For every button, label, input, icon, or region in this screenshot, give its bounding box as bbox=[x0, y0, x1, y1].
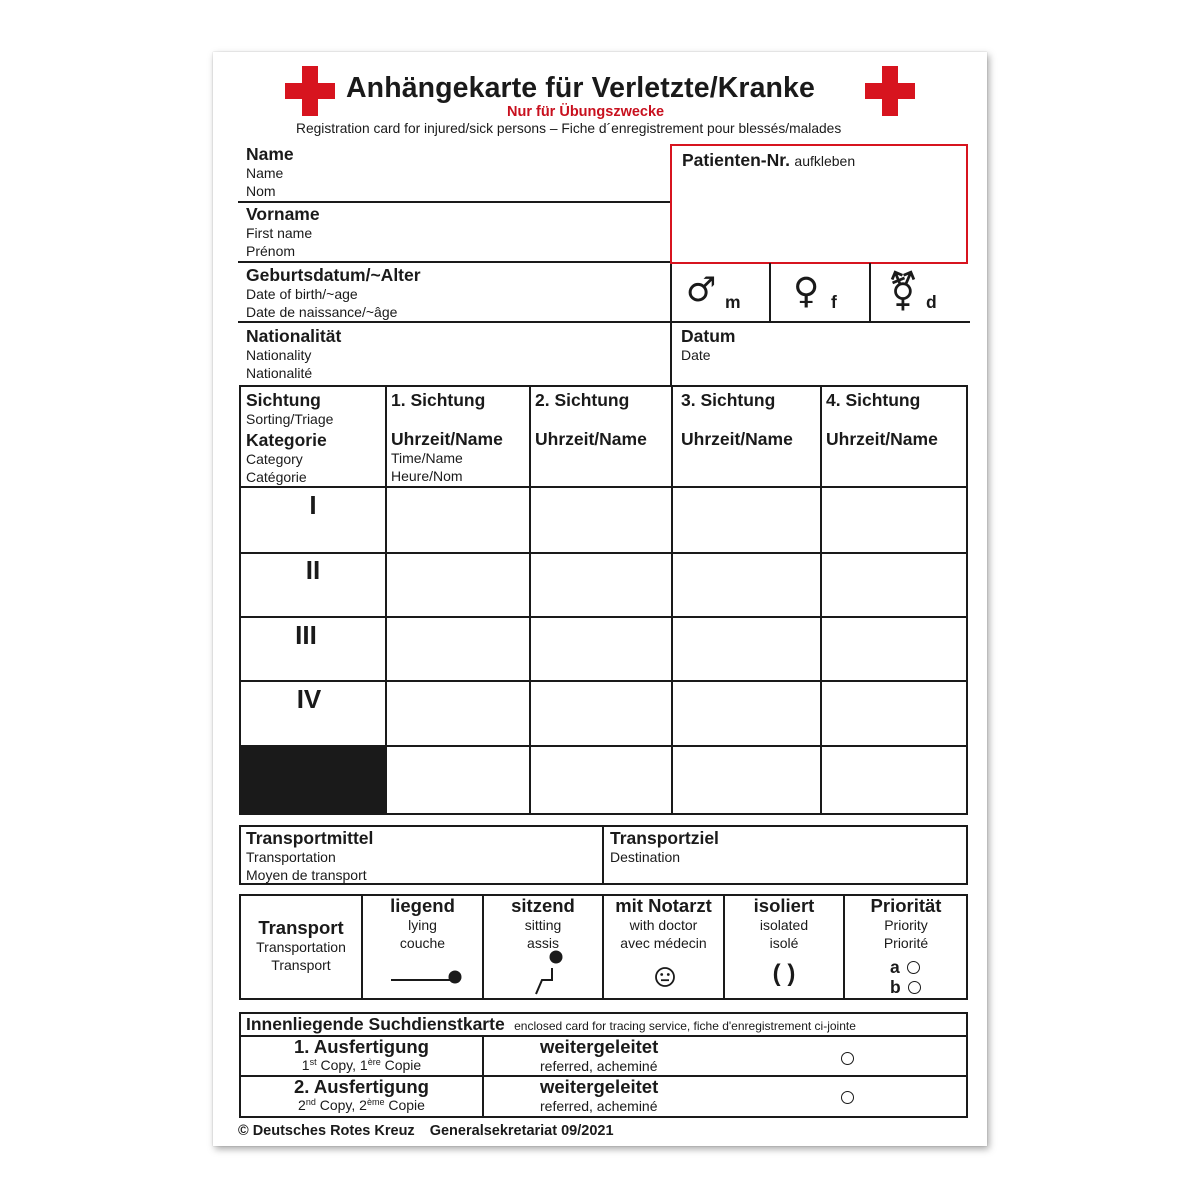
card-title: Anhängekarte für Verletzte/Kranke bbox=[346, 72, 815, 104]
transport-destination-label-en: Destination bbox=[610, 849, 681, 865]
transport-option-isolated[interactable] bbox=[725, 896, 843, 998]
isolated-label-fr: isolé bbox=[769, 935, 799, 951]
practice-notice: Nur für Übungszwecke bbox=[507, 104, 665, 120]
tracing-subtitle: enclosed card for tracing service, fiche d'enregistrement ci-jointe bbox=[514, 1019, 856, 1033]
birth-date-field[interactable] bbox=[246, 265, 666, 321]
sitting-label-en: sitting bbox=[524, 917, 562, 933]
tracing-header bbox=[246, 1014, 856, 1035]
copy-2-status-sub: referred, acheminé bbox=[540, 1098, 658, 1114]
birth-date-label-en: Date of birth/~age bbox=[246, 286, 358, 302]
triage-header-2 bbox=[535, 390, 647, 449]
transgender-symbol-icon: ⚧ bbox=[887, 269, 919, 313]
footer-office: Generalsekretariat 09/2021 bbox=[429, 1123, 614, 1139]
isolated-label: isoliert bbox=[753, 895, 815, 916]
sorting-label: Sichtung bbox=[246, 390, 321, 410]
copy-2-subtitle: 2nd Copy, 2ème Copie bbox=[298, 1097, 425, 1113]
category-I: I bbox=[309, 490, 317, 520]
transport-option-priority bbox=[845, 896, 967, 998]
copy-2-status bbox=[540, 1077, 658, 1115]
triage-4-sub: Uhrzeit/Name bbox=[826, 429, 938, 449]
triage-3-label: 3. Sichtung bbox=[681, 390, 776, 410]
triage-1-label: 1. Sichtung bbox=[391, 390, 486, 410]
gender-option-female[interactable] bbox=[771, 264, 867, 320]
triage-1-sub: Uhrzeit/Name bbox=[391, 429, 503, 449]
triage-cell[interactable] bbox=[673, 488, 820, 551]
patient-number-hint: aufkleben bbox=[794, 153, 856, 169]
triage-black-cell bbox=[240, 746, 386, 814]
copy-1-status-sub: referred, acheminé bbox=[540, 1058, 658, 1074]
doctor-label-en: with doctor bbox=[629, 917, 698, 933]
copy-2-title: 2. Ausfertigung bbox=[294, 1076, 429, 1097]
male-symbol-icon: ♂ bbox=[686, 270, 717, 310]
category-IV: IV bbox=[296, 684, 322, 714]
footer-copyright: © Deutsches Rotes Kreuz bbox=[238, 1123, 415, 1139]
triage-2-label: 2. Sichtung bbox=[535, 390, 630, 410]
gender-option-male[interactable] bbox=[672, 264, 768, 320]
doctor-face-icon bbox=[654, 966, 676, 988]
gender-option-diverse[interactable] bbox=[871, 264, 967, 320]
name-label-fr: Nom bbox=[246, 183, 276, 199]
transport-means-label-en: Transportation bbox=[246, 849, 336, 865]
doctor-label-fr: avec médecin bbox=[620, 935, 707, 951]
nationality-label-en: Nationality bbox=[246, 347, 312, 363]
birth-date-label-fr: Date de naissance/~âge bbox=[246, 304, 398, 320]
category-II: II bbox=[305, 555, 321, 585]
copy-1-status bbox=[540, 1037, 658, 1075]
female-symbol-icon: ♀ bbox=[793, 271, 820, 312]
sitting-patient-icon bbox=[528, 948, 568, 998]
triage-header-1 bbox=[391, 390, 503, 485]
triage-header-3 bbox=[681, 390, 793, 449]
lying-label: liegend bbox=[390, 895, 455, 916]
red-cross-right-icon bbox=[865, 66, 915, 116]
copy-1-title: 1. Ausfertigung bbox=[294, 1036, 429, 1057]
transport-option-doctor[interactable] bbox=[604, 896, 723, 998]
first-name-field[interactable] bbox=[246, 204, 666, 260]
isolation-brackets-icon: ( ) bbox=[772, 960, 796, 987]
isolated-label-en: isolated bbox=[759, 917, 809, 933]
patient-number-sticker-box[interactable] bbox=[670, 144, 968, 264]
copy-1-subtitle: 1st Copy, 1ère Copie bbox=[301, 1057, 422, 1073]
nationality-field[interactable] bbox=[246, 326, 666, 382]
transport-option-lying[interactable] bbox=[363, 896, 482, 998]
nationality-label: Nationalität bbox=[246, 326, 342, 346]
first-name-label-fr: Prénom bbox=[246, 243, 296, 259]
triage-cell[interactable] bbox=[822, 488, 967, 551]
priority-b-label: b bbox=[890, 977, 901, 997]
radio-circle-icon bbox=[907, 961, 920, 974]
doctor-label: mit Notarzt bbox=[615, 895, 712, 916]
lying-label-fr: couche bbox=[399, 935, 446, 951]
copy-2-status-label: weitergeleitet bbox=[540, 1076, 659, 1097]
name-field[interactable] bbox=[246, 144, 666, 200]
transport-destination-field[interactable] bbox=[610, 828, 960, 866]
category-label: Kategorie bbox=[246, 430, 327, 450]
transport-means-field[interactable] bbox=[246, 828, 596, 884]
triage-2-sub: Uhrzeit/Name bbox=[535, 429, 647, 449]
lying-label-en: lying bbox=[408, 917, 437, 933]
date-field[interactable] bbox=[681, 326, 961, 382]
red-cross-left-icon bbox=[285, 66, 335, 116]
gender-f-label: f bbox=[831, 292, 837, 312]
gender-m-label: m bbox=[725, 292, 741, 312]
birth-date-label: Geburtsdatum/~Alter bbox=[246, 265, 421, 285]
triage-cell[interactable] bbox=[531, 488, 671, 551]
transport-destination-label: Transportziel bbox=[610, 828, 719, 848]
first-name-label: Vorname bbox=[246, 204, 320, 224]
copy-1-status-label: weitergeleitet bbox=[540, 1036, 659, 1057]
tracing-title: Innenliegende Suchdienstkarte bbox=[246, 1014, 505, 1034]
sitting-label: sitzend bbox=[511, 895, 575, 916]
triage-4-label: 4. Sichtung bbox=[826, 390, 921, 410]
priority-a-label: a bbox=[890, 957, 900, 977]
copy-1-checkbox-circle[interactable] bbox=[841, 1052, 854, 1065]
name-label-en: Name bbox=[246, 165, 284, 181]
patient-number-label: Patienten-Nr. bbox=[682, 150, 790, 170]
category-label-fr: Catégorie bbox=[246, 469, 307, 485]
radio-circle-icon bbox=[908, 981, 921, 994]
triage-1-sub-fr: Heure/Nom bbox=[391, 468, 463, 484]
date-label-en: Date bbox=[681, 347, 711, 363]
copy-2-checkbox-circle[interactable] bbox=[841, 1091, 854, 1104]
transport-option-sitting[interactable] bbox=[484, 896, 602, 998]
footer bbox=[238, 1123, 614, 1139]
priority-label: Priorität bbox=[870, 895, 942, 916]
triage-3-sub: Uhrzeit/Name bbox=[681, 429, 793, 449]
category-label-en: Category bbox=[246, 451, 303, 467]
transport-means-label: Transportmittel bbox=[246, 828, 374, 848]
registration-subtitle: Registration card for injured/sick persons – Fiche d´enregistrement pour blessés/malades bbox=[296, 121, 842, 136]
first-name-label-en: First name bbox=[246, 225, 313, 241]
gender-d-label: d bbox=[926, 292, 937, 312]
transport-label-de: Transport bbox=[258, 917, 344, 938]
category-III: III bbox=[295, 620, 317, 650]
transport-label-en: Transportation bbox=[256, 939, 346, 955]
triage-cell[interactable] bbox=[387, 488, 529, 551]
triage-1-sub-en: Time/Name bbox=[391, 450, 463, 466]
transport-label-fr: Transport bbox=[271, 957, 331, 973]
copy-2-label bbox=[241, 1077, 482, 1113]
sitting-label-fr: assis bbox=[527, 935, 559, 951]
priority-label-fr: Priorité bbox=[883, 935, 929, 951]
sorting-label-en: Sorting/Triage bbox=[246, 411, 334, 427]
transport-means-label-fr: Moyen de transport bbox=[246, 867, 367, 883]
priority-a-option[interactable] bbox=[890, 957, 920, 978]
date-label: Datum bbox=[681, 326, 736, 346]
triage-header-4 bbox=[826, 390, 938, 449]
name-label: Name bbox=[246, 144, 294, 164]
copy-1-label bbox=[241, 1037, 482, 1073]
registration-card bbox=[213, 52, 987, 1146]
triage-header-category bbox=[246, 390, 333, 486]
priority-b-option[interactable] bbox=[890, 977, 921, 998]
lying-patient-icon bbox=[389, 966, 464, 986]
transport-label bbox=[241, 918, 361, 974]
nationality-label-fr: Nationalité bbox=[246, 365, 313, 381]
priority-label-en: Priority bbox=[884, 917, 928, 933]
